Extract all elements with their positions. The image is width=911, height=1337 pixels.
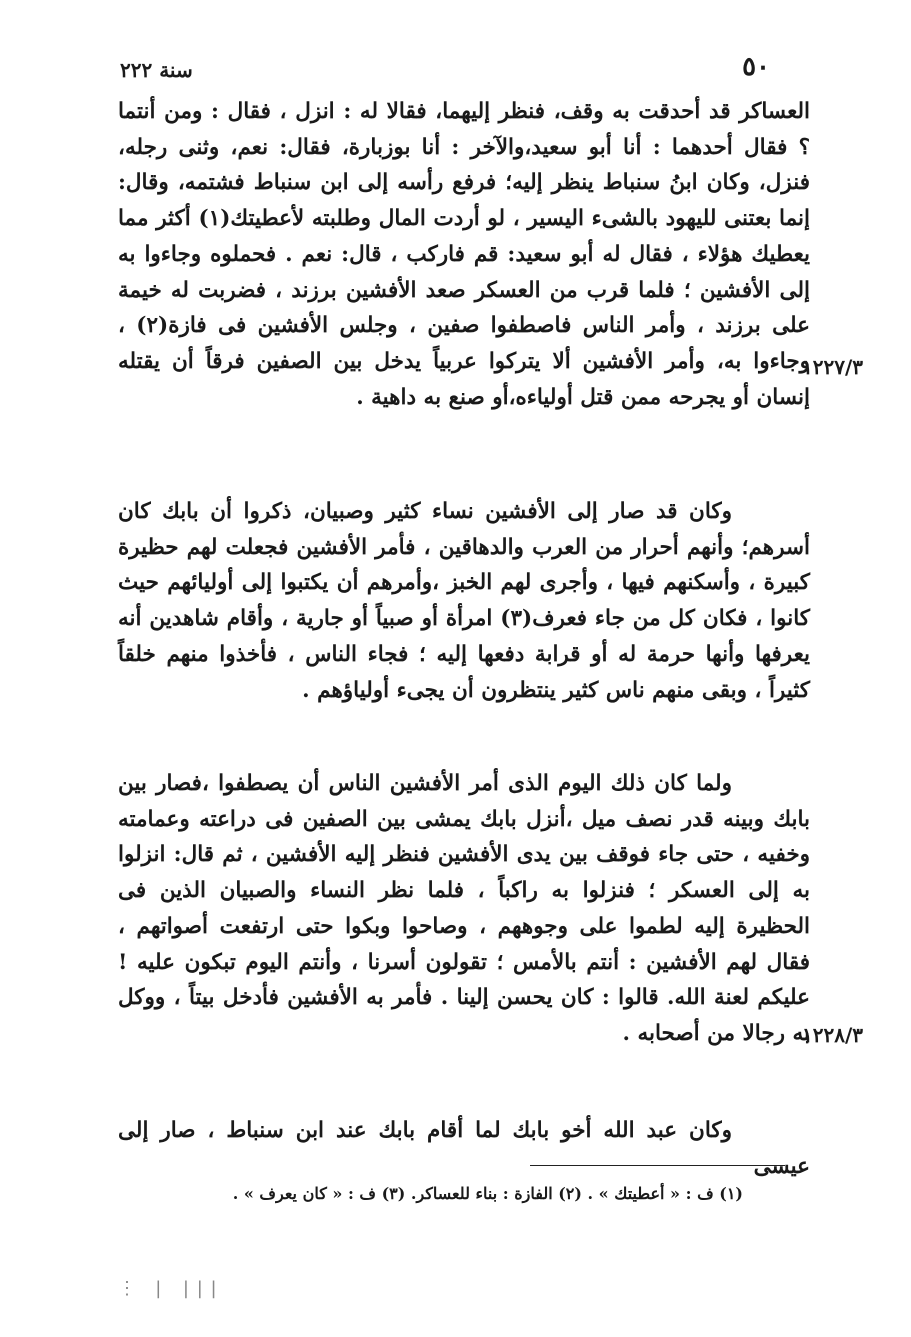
page-number: ٥٠ <box>742 52 770 82</box>
page-header <box>120 52 770 92</box>
running-head-year: سنة ٢٢٢ <box>120 58 193 82</box>
margin-reference-2: ١٢٢٨/٣ <box>802 1023 864 1047</box>
scan-artifact-marks: ⋮ | ||| <box>118 1278 223 1299</box>
margin-reference-1: ١٢٢٧/٣ <box>802 355 864 379</box>
paragraph-text: وكان عبد الله أخو بابك لما أقام بابك عند ابن سنباط ، صار إلى عيسى <box>118 1118 810 1179</box>
paragraph-text: العساكر قد أحدقت به وقف، فنظر إليهما، فقالا له : انزل ، فقال : ومن أنتما ؟ فقال أحدهما : أنا أبو سعيد،والآخر : أنا بوزبارة، فقال: نعم، وثنى رجله، فنزل، وكان ابنُ سنباط ينظر إليه؛ فرفع رأسه إلى ابن سنباط فشتمه، وقال: إنما بعتنى لليهود بالشىء اليسير ، لو أردت المال وطلبته لأعطيتك(١) أكثر مما يعطيك هؤلاء ، فقال له أبو سعيد: قم فاركب ، قال: نعم . فحملوه وجاءوا به إلى الأفشين ؛ فلما قرب من العسكر صعد الأفشين برزند ، فضربت له خيمة على برزند ، وأمر الناس فاصطفوا صفين ، وجلس الأفشين فى فازة(٢) ، وجاءوا به، وأمر الأفشين ألا يتركوا عربياً يدخل بين الصفين فرقاً أن يقتله إنسان أو يجرحه ممن قتل أولياءه،أو صنع به داهية . <box>118 99 810 410</box>
footnotes: (١) ف : « أعطيتك » . (٢) الفازة : بناء للعساكر. (٣) ف : « كان يعرف » . <box>232 1184 743 1203</box>
footnote-divider <box>530 1165 785 1166</box>
paragraph-1 <box>118 94 810 415</box>
paragraph-4 <box>118 1113 810 1184</box>
paragraph-text: وكان قد صار إلى الأفشين نساء كثير وصبيان، ذكروا أن بابك كان أسرهم؛ وأنهم أحرار من العرب والدهاقين ، فأمر الأفشين فجعلت لهم حظيرة كبيرة ، وأسكنهم فيها ، وأجرى لهم الخبز ،وأمرهم أن يكتبوا إلى أوليائهم حيث كانوا ، فكان كل من جاء فعرف(٣) امرأة أو صبياً أو جارية ، وأقام شاهدين أنه يعرفها وأنها حرمة له أو قرابة دفعها إليه ؛ فجاء الناس ، فأخذوا منهم خلقاً كثيراً ، وبقى منهم ناس كثير ينتظرون أن يجىء أولياؤهم . <box>118 499 810 703</box>
paragraph-2 <box>118 494 810 708</box>
paragraph-3 <box>118 766 810 1052</box>
paragraph-text: ولما كان ذلك اليوم الذى أمر الأفشين الناس أن يصطفوا ،فصار بين بابك وبينه قدر نصف ميل ،أنزل بابك يمشى بين الصفين فى دراعته وعمامته وخفيه ، حتى جاء فوقف بين يدى الأفشين فنظر إليه الأفشين ، ثم قال: انزلوا به إلى العسكر ؛ فنزلوا به راكباً ، فلما نظر النساء والصبيان الذين فى الحظيرة إليه لطموا على وجوههم ، وصاحوا وبكوا حتى ارتفعت أصواتهم ، فقال لهم الأفشين : أنتم بالأمس ؛ تقولون أسرنا ، وأنتم اليوم تبكون عليه ! عليكم لعنة الله. قالوا : كان يحسن إلينا . فأمر به الأفشين فأدخل بيتاً ، ووكل به رجالا من أصحابه . <box>118 771 810 1046</box>
